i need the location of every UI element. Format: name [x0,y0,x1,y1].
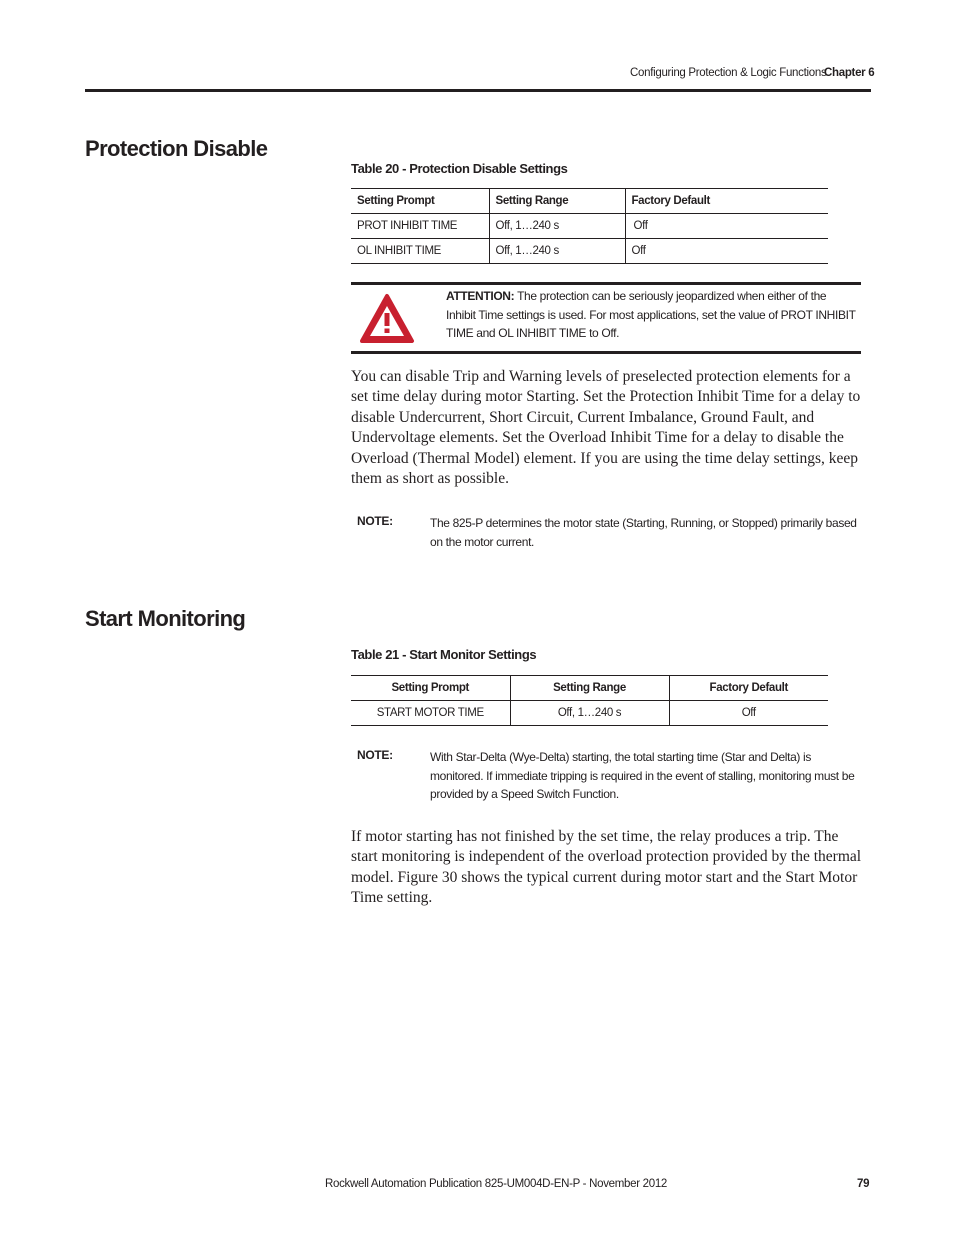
table-cell: PROT INHIBIT TIME [351,214,489,239]
note-text: With Star-Delta (Wye-Delta) starting, the total starting time (Star and Delta) is monitored. If immediate tripping is required in the event of stalling, monitoring must be provided by a Speed Switch Function. [430,750,855,801]
warning-triangle-icon [359,293,415,350]
start-monitoring-paragraph: If motor starting has not finished by the set time, the relay produces a trip. The start monitoring is independent of the overload protection provided by the thermal model. Figure 30 shows the typical current during motor start and the Start Motor Time setting. [351,828,862,907]
table-cell: Off [625,239,828,264]
table-row [351,239,828,264]
column-header: Factory Default [669,676,828,701]
note-label: NOTE: [357,748,393,762]
page-number: 79 [857,1178,870,1190]
table-20-caption: Table 20 - Protection Disable Settings [351,161,568,176]
column-header: Setting Prompt [351,676,510,701]
start-monitoring-heading: Start Monitoring [85,606,246,631]
table-cell: OL INHIBIT TIME [351,239,489,264]
column-header: Factory Default [625,189,828,214]
attention-message [446,287,856,343]
column-header: Setting Range [489,189,625,214]
protection-disable-heading: Protection Disable [85,136,268,161]
header-rule [85,89,871,92]
note-label: NOTE: [357,514,393,528]
running-header-title: Configuring Protection & Logic Functions [630,67,827,79]
table-header-row [351,189,828,214]
table-21-caption: Table 21 - Start Monitor Settings [351,647,537,662]
running-header-chapter: Chapter 6 [824,67,875,79]
table-row [351,214,828,239]
table-cell: Off, 1…240 s [489,214,625,239]
column-header: Setting Range [510,676,669,701]
attention-label: ATTENTION: [446,289,515,303]
attention-text: The protection can be seriously jeopardized when either of the Inhibit Time settings is used. For most applications, set the value of PROT INHIBIT TIME and OL INHIBIT TIME to Off. [446,289,856,340]
table-cell: Off, 1…240 s [489,239,625,264]
protection-disable-table [351,188,828,264]
table-cell: START MOTOR TIME [351,701,510,726]
table-cell: Off [625,214,828,239]
start-monitor-table [351,675,828,726]
table-cell: Off, 1…240 s [510,701,669,726]
note-text: The 825-P determines the motor state (Starting, Running, or Stopped) primarily based on the motor current. [430,516,857,549]
table-cell: Off [669,701,828,726]
protection-disable-paragraph: You can disable Trip and Warning levels of preselected protection elements for a set time delay during motor Starting. Set the Protection Inhibit Time for a delay to disable Undercurrent, Short Circuit, Current Imbalance, Ground Fault, and Undervoltage elements. Set the Overload Inhibit Time for a delay to disable the Overload (Thermal Model) element. If you are using the time delay settings, keep them as short as possible. [351,368,861,488]
column-header: Setting Prompt [351,189,489,214]
table-row [351,701,828,726]
footer-publication: Rockwell Automation Publication 825-UM004D-EN-P - November 2012 [325,1178,668,1190]
table-header-row [351,676,828,701]
